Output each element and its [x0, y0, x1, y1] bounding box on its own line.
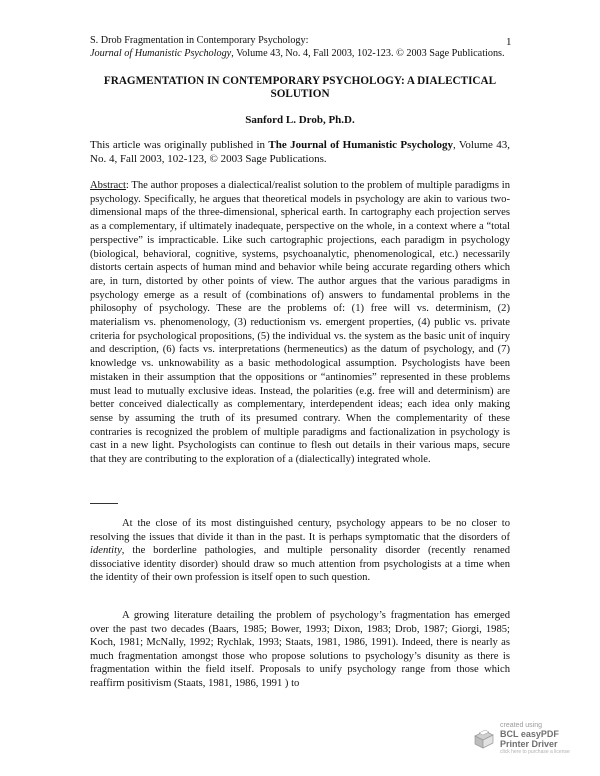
watermark-text — [500, 722, 570, 755]
pubnote-journal: The Journal of Humanistic Psychology — [268, 139, 453, 151]
section-divider — [90, 503, 118, 504]
abstract-label: Abstract — [90, 180, 126, 191]
publication-note — [90, 138, 510, 166]
header-line-2 — [90, 47, 510, 60]
pdf-watermark[interactable] — [472, 722, 582, 770]
watermark-line-1: created using — [500, 722, 543, 729]
abstract-text: : The author proposes a dialectical/realist solution to the problem of multiple paradigms in psychology. Specifically, he argues that theoretical models in psychology are akin to various two-dimensional maps of the three-dimensional, spherical earth. In cartography each projection serves as a complementary, if ultimately inadequate, perspective on the whole, in a context where a “total perspective” is impracticable. Like such cartographic projections, each paradigm in psychology (biological, behavioral, cognitive, systems, psychoanalytic, phenomenological, etc.) necessarily distorts certain aspects of human mind and behavior while being accurate regarding others which are, in turn, distorted by other points of view. The author argues that the various paradigms in psychology emerge as a result of (combinations of) answers to fundamental problems in the philosophy of psychology. These are the problems of: (1) free will vs. determinism, (2) materialism vs. phenomenology, (3) reductionism vs. emergent properties, (4) public vs. private criteria for psychological propositions, (5) the individual vs. the system as the basic unit of inquiry and description, (6) facts vs. interpretations (hermeneutics) as the datum of psychology, and (7) knowledge vs. unknowability as a basic methodological assumption. Psychologists have been mistaken in their assumption that the oppositions or “antinomies” represented in these problems must lead to mutually exclusive ideas. Instead, the polarities (e.g. free will and determinism) are better conceived dialectically as complementary, interdependent ideas; each idea only making sense by assuming the truth of its presumed contrary. When the complementarity of these contraries is recognized the problem of multiple paradigms and factionalization in psychology is cast in a new light. Psychologists can continue to flesh out details in their various maps, secure that they are contributing to the exploration of a (dialectically) integrated whole. — [90, 180, 510, 466]
running-header — [90, 34, 510, 60]
p1-italic-word: identity — [90, 545, 122, 557]
pubnote-prefix: This article was originally published in — [90, 139, 269, 151]
watermark-line-3: Printer Driver — [500, 739, 558, 749]
watermark-line-4: click here to purchase a license — [500, 749, 570, 755]
header-journal-name: Journal of Humanistic Psychology — [90, 48, 232, 59]
article-title: FRAGMENTATION IN CONTEMPORARY PSYCHOLOGY: A DIALECTICAL SOLUTION — [103, 75, 497, 100]
abstract-paragraph — [90, 179, 510, 467]
header-citation: , Volume 43, No. 4, Fall 2003, 102-123. © 2003 Sage Publications. — [231, 48, 505, 59]
printer-logo-icon — [472, 728, 496, 752]
page-number: 1 — [506, 36, 512, 48]
article-author: Sanford L. Drob, Ph.D. — [245, 114, 355, 126]
p1-text-after: , the borderline pathologies, and multiple personality disorder (recently renamed dissociative identity disorder) should draw so much attention from psychologists at a time when the identity of their own profession is itself open to such question. — [90, 545, 510, 584]
p1-text-before: At the close of its most distinguished century, psychology appears to be no closer to resolving the issues that divide it than in the past. It is perhaps symptomatic that the disorders of — [90, 518, 510, 543]
header-line-1: S. Drob Fragmentation in Contemporary Psychology: — [90, 35, 309, 46]
pubnote-suffix: , Volume 43, No. 4, Fall 2003, 102-123, © 2003 Sage Publications. — [90, 139, 511, 165]
body-paragraph-2: A growing literature detailing the problem of psychology’s fragmentation has emerged over the past two decades (Baars, 1985; Bower, 1993; Dixon, 1983; Drob, 1987; Giorgi, 1985; Koch, 1981; McNally, 1992; Rychlak, 1993; Staats, 1981, 1986, 1991). Indeed, there is nearly as much fragmentation amongst those who propose solutions to psychology’s disunity as there is fragmentation within the field itself. Proposals to unify psychology range from those which reaffirm positivism (Staats, 1981, 1986, 1991 ) to — [90, 610, 510, 689]
watermark-line-2: BCL easyPDF — [500, 729, 559, 739]
body-paragraph-1 — [90, 517, 510, 585]
